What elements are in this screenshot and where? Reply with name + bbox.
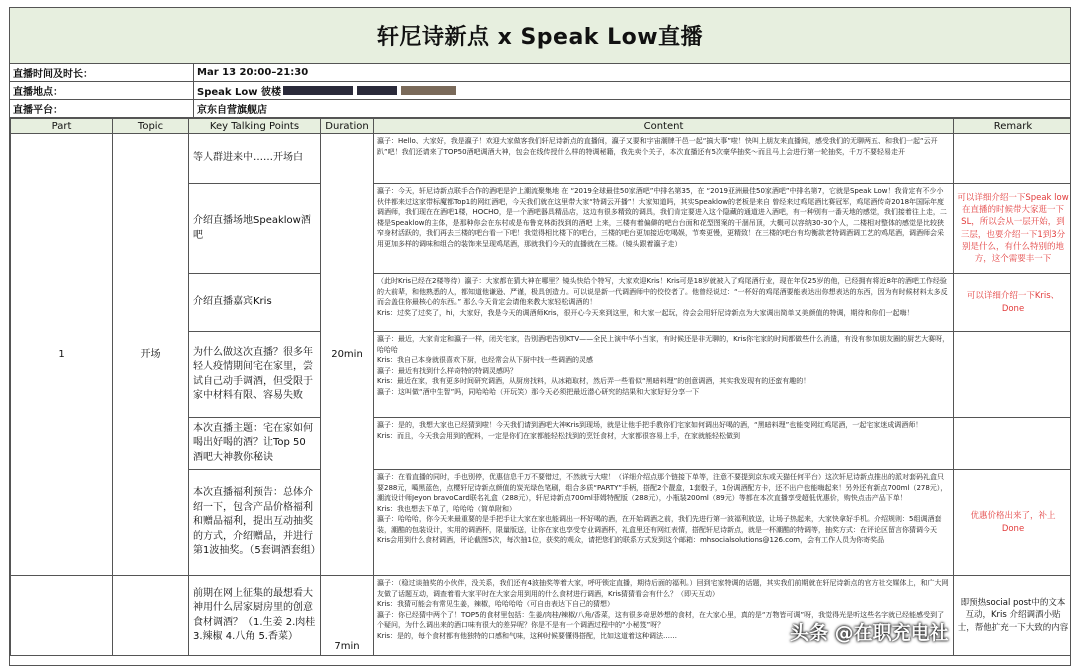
redaction-block [357,86,397,95]
info-value [194,82,1070,99]
content-cell: 瀛子：Hello、大家好，我是瀛子！欢迎大家做客我们轩尼诗新点的直播间，瀛子又要和宇宙潮牌干邑一起“搞大事”啦！快叫上朋友来直播间，感受我们的无聊两五、和我们一起“云开趴”吧！我们还请来了TOP50酒吧调酒大神，包会在线传授什么样的特调秘籍，我先卖个关子，本次直播还有5次豪华抽奖～而且马上会进行第一轮抽奖，千万不要轻易走开 [374,134,954,184]
info-value: Mar 13 20:00–21:30 [197,67,309,78]
part-cell: 1 [11,134,113,576]
content-cell: 瀛子：是的，我想大家也已经猜到啦！今天我们请到酒吧大神Kris到现场，就是让他手把手教你们宅家如何调出好喝的酒，“黑暗料理”也能变网红鸡尾酒，一起宅家迷成调酒师！ Kris：而且，今天我会用到的配料，一定是你们在家都能轻松找到的烹饪食材，大家都很容易上手，在家就能轻松做到 [374,418,954,470]
part-cell-empty [11,576,113,656]
ktp-cell: 本次直播主题：宅在家如何喝出好喝的酒？让Top 50 酒吧大神教你秘诀 [189,418,321,470]
table-row [11,134,1072,184]
ktp-cell: 等人群进来中……开场白 [189,134,321,184]
column-header-content: Content [374,119,954,134]
content-cell: 瀛子：今天，轩尼诗新点联手合作的酒吧是沪上潮流聚集地 在 “2019全球最佳50家酒吧”中排名第35，在 “2019亚洲最佳50家酒吧”中排名第7，它就是Speak Low！我肯定有不少小伙伴都来过这家带标魔都Top1的网红酒吧，今天我们就在这里带大家“特调云开播”！大家知道吗，其实Speaklow的老板是来自 曾经来过鸡尾酒比赛冠军，鸡尾酒传奇2018年国际年度调酒师，我们现在在酒吧1楼，HOCHO，是一个酒吧器具精品店，这边有很多精致的调具，我们肯定要进入这个隐藏的通道进入酒吧，有一种别有一番天地的感觉，我们接着往上走，二楼是Speaklow的主体，是那种你会在东村或是布鲁克林街找到的酒吧 上来，三楼有着偏僻的吧台台面和花型图案的干涸吊顶，大概可以容纳30-30个人，二楼相对整体的感觉是比较狭窄身材活跃的，我们再去三楼的吧台看一下吧！我觉得相比楼下的吧台，三楼的吧台更加接近吃喝娱，节奏更慢，更精致！在三楼的吧台有均衡款老特调酒调工艺的鸡尾酒，调酒师会采用更加多样的调味和组合的装饰来呈现鸡尾酒，那就我们今天的直播就在三楼。（镜头跟着瀛子走） [374,184,954,274]
info-value [194,100,1070,117]
info-label: 直播地点： [10,82,194,99]
info-row-platform [10,100,1070,118]
schedule-table [10,118,1071,656]
content-cell: 瀛子：最近，大家肯定和瀛子一样，闭关宅家，告别酒吧告别KTV——全民上演中华小当家，有时候还是非无聊的，Kris你宅家的时间都做些什么消遣，有没有参加朋友圈的厨艺大赛呀，哈哈哈 Kris：我自己本身就很喜欢下厨，也经常会从下厨中找一些调酒的灵感 瀛子：最近有找到什么样奇特的特调灵感吗？ Kris：最近在家，我有更多时间研究调酒，从厨房找料，从冰箱取材，然后弄一些看似“黑暗料理”的创意调酒，其实我发现有的还蛮有趣的！ 瀛子：这叫做“酒中生智”吗，同哈哈哈（开玩笑）那今天必须把最近潜心研究的结果和大家好好分享一下 [374,332,954,418]
ktp-cell: 介绍直播场地Speaklow酒吧 [189,184,321,274]
info-value-text: Speak Low 彼楼 [197,87,281,98]
ktp-cell: 本次直播福利预告：总体介绍一下，包含产品价格福利和赠品福利，提出互动抽奖的方式，介绍赠品，并进行第1波抽奖。（5套调酒套组） [189,470,321,576]
remark-cell [954,418,1072,470]
column-header-duration: Duration [321,119,374,134]
remark-cell: 即预热social post中的文本互动，Kris 介绍调酒小贴士，帮他扩充一下大致的内容 [954,576,1072,656]
content-cell: 瀛子：在看直播的同时，手也别停，优惠信息千万不要错过，不然就亏大啦！（详细介绍点那个链接下单等，注意不要提到京东或天猫任何平台）这次轩尼诗新点推出的派对套码礼盒只要288元，噶黑蓝色，点樱轩尼诗新点颜值的炭光绿色笔刷，组合多质“PARTY”手柄，搭配2个靓盒，1套骰子，1份调酒配方卡，还不出户也能嗨起来！另外还有新点700ml（278元），潮流设计师Jeyon bravoCard联名礼盒（288元），轩尼诗新点700ml菲姆特配版（288元），小瓶装200ml（89元）等都在本次直播享受超低优惠价，购快点击产品下单！ Kris：我也想去下单了，哈哈哈（简单附和） 瀛子：哈哈哈，你今天来最重要的是手把手让大家在家也能调出一杯好喝的酒，在开始调酒之前，我们先进行第一波福利放送，让场子热起来，大家快拿好手机。介绍规则：5组调酒套装，潮酷的包装设计，实用的调酒杯，限量版送，让你在家也享受专业调酒杯，礼盒里还有网红表情，搭配轩尼诗新点，就是一杯潮酷的特调等，抽奖方式：在评论区留言你猜调今天Kris会用到什么食材调酒，评论截图5次，每次抽1位，获奖的观众，请把您们的联系方式发到这个邮箱：mhsocialsolutions@126.com，会有工作人员为你寄奖品 [374,470,954,576]
remark-cell: 可以详细介绍一下Speak low在直播的时候带大家逛一下SL，所以会从一层开始，到三层，也要介绍一下1到3分别是什么，有什么特别的地方，这个需要丰一下 [954,184,1072,274]
topic-cell: 开场 [113,134,189,576]
duration-cell: 20min [321,134,374,576]
run-sheet [9,7,1071,666]
info-value-text: 京东自营旗舰店 [197,105,267,116]
column-header-part: Part [11,119,113,134]
remark-cell: 可以详细介绍一下Kris、 Done [954,274,1072,332]
content-cell: 瀛子：（稳过谈抽奖的小伙伴，没关系，我们还有4波抽奖等着大家，呼吁锁定直播，期待后面的福利。）回到宅家特调的话题，其实我们前期就在轩尼诗新点的官方社交媒体上，和广大网友做了话题互动，调查着看大家平时在大家会用到用的什么食材进行调酒，Kris猜猜看会有什么？（即天互动） Kris：我猜可能会有常见生姜，辣椒，哈哈哈哈（可自由表达下自己的猜想） 瀛子：你已经猜中两个了！TOP5的食材里包括：生姜/肉桂/辣椒/八角/香菜，这有很多奇思妙想的食材，在大家心里，真的是“万物皆可调”呀，我觉得光是听这些名字就已经能感受到了个疑问，为什么调出来的酒口味有很大的差异呢？你是不是有一个调酒过程中的“小秘笈”呀？ Kris：是的，每个食材都有他独特的口感和气味，这种时候要懂得搭配，比如这道着这种调法…… [374,576,954,656]
info-label: 直播时间及时长： [10,64,194,81]
remark-cell [954,332,1072,418]
info-label: 直播平台： [10,100,194,117]
redaction-block [283,86,353,95]
ktp-cell: 前期在网上征集的最想看大神用什么居家厨房里的创意食材调酒？（1.生姜 2.肉桂 3.辣椒 4.八角 5.香菜） [189,576,321,656]
ktp-cell: 为什么做这次直播？很多年轻人疫情期间宅在家里，尝试自己动手调酒，但受限于家中材料有限、容易失败 [189,332,321,418]
column-header-ktp: Key Talking Points [189,119,321,134]
topic-cell-empty [113,576,189,656]
remark-cell [954,134,1072,184]
duration-cell: 7min [321,576,374,656]
redaction-block [401,86,456,95]
info-row-time [10,64,1070,82]
document-title: 轩尼诗新点 x Speak Low直播 [376,25,704,50]
info-row-location [10,82,1070,100]
column-header-remark: Remark [954,119,1072,134]
content-cell: （此时Kris已经在2楼等待）瀛子：大家都在猜大神在哪里？镜头快给个特写，大家欢迎Kris！Kris可是18岁就被入了鸡尾酒行业，现在年仅25岁的他，已经拥有将近8年的酒吧工作经验的大前辈，和他熟悉的人，都知道他谦逊、严谨，极具创造力。可以说是新一代调酒师中的佼佼者了。他曾经说过：“一杯好的鸡尾酒要能表达出你想表达的东西，因为有时候材料太多反而会盖住你最核心的东西。” 那么今天肯定会请他来教大家轻松调酒的！ Kris：过奖了过奖了，hi，大家好，我是今天的调酒师Kris，很开心今天来到这里，和大家一起玩，待会会用轩尼诗新点为大家调出简单又美颜值的特调，期待和你们一起嗨！ [374,274,954,332]
ktp-cell: 介绍直播嘉宾Kris [189,274,321,332]
column-header-topic: Topic [113,119,189,134]
watermark: 头条 @在职充电社 [790,622,949,644]
title-bar [10,8,1070,64]
remark-cell: 优惠价格出来了，补上 Done [954,470,1072,576]
table-header [11,119,1072,134]
